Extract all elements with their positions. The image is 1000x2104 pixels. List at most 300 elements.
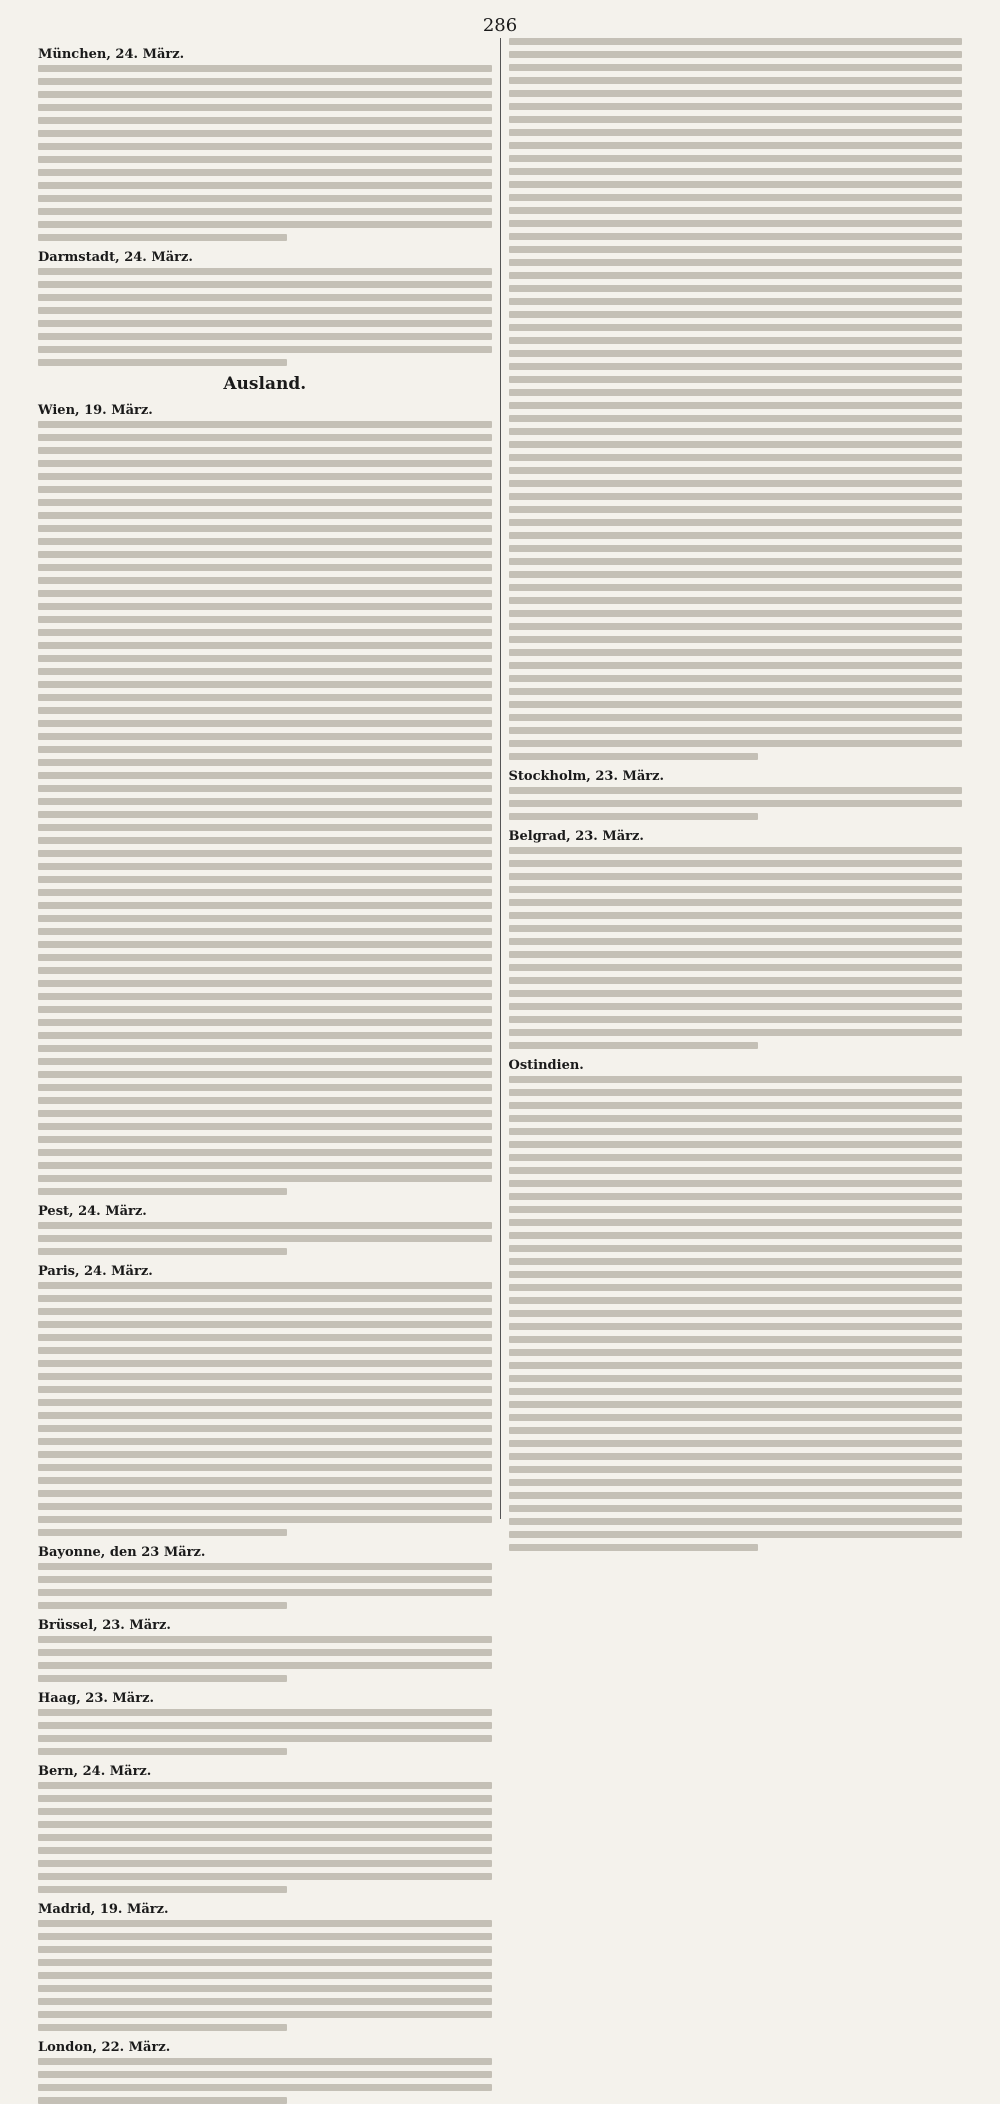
article-text-placeholder	[38, 421, 492, 1195]
article-dateline: Pest, 24. März.	[38, 1204, 147, 1219]
article-text-placeholder	[509, 847, 963, 1049]
text-line	[509, 142, 963, 149]
text-line	[38, 2071, 492, 2078]
text-line	[38, 1985, 492, 1992]
article-dateline: Stockholm, 23. März.	[508, 769, 665, 784]
text-line	[38, 1477, 492, 1484]
text-line	[38, 512, 492, 519]
article	[38, 1691, 492, 1755]
text-line	[509, 545, 963, 552]
text-line	[38, 616, 492, 623]
text-line	[38, 603, 492, 610]
text-line	[509, 636, 963, 643]
text-line	[38, 1998, 492, 2005]
text-line	[38, 1399, 492, 1406]
left-column	[30, 38, 500, 2055]
text-line	[509, 688, 963, 695]
text-line	[38, 156, 492, 163]
article-text-placeholder	[38, 2058, 492, 2104]
text-line	[38, 577, 492, 584]
text-line	[38, 1503, 492, 1510]
article	[38, 1764, 492, 1893]
text-line	[38, 2097, 287, 2104]
text-line	[509, 990, 963, 997]
text-line	[509, 1336, 963, 1343]
text-line	[509, 90, 963, 97]
text-line	[38, 1490, 492, 1497]
text-line	[38, 1438, 492, 1445]
text-line	[509, 220, 963, 227]
text-line	[38, 629, 492, 636]
text-line	[38, 798, 492, 805]
text-line	[509, 233, 963, 240]
text-line	[38, 1821, 492, 1828]
text-line	[509, 1271, 963, 1278]
text-line	[509, 727, 963, 734]
text-line	[38, 234, 287, 241]
text-line	[38, 1748, 287, 1755]
text-line	[38, 486, 492, 493]
text-line	[509, 610, 963, 617]
text-line	[38, 1136, 492, 1143]
article-text-placeholder	[38, 1920, 492, 2031]
text-line	[38, 785, 492, 792]
text-line	[38, 1886, 287, 1893]
text-line	[509, 740, 963, 747]
text-line	[509, 1206, 963, 1213]
text-line	[509, 116, 963, 123]
text-line	[38, 1722, 492, 1729]
text-line	[38, 1972, 492, 1979]
article-text-placeholder	[38, 1709, 492, 1755]
text-line	[509, 168, 963, 175]
text-line	[509, 441, 963, 448]
text-line	[38, 1295, 492, 1302]
article	[509, 769, 963, 820]
text-line	[509, 1466, 963, 1473]
text-line	[38, 1860, 492, 1867]
text-line	[509, 800, 963, 807]
text-line	[509, 1167, 963, 1174]
text-line	[509, 1284, 963, 1291]
text-line	[38, 668, 492, 675]
text-line	[509, 1258, 963, 1265]
text-line	[38, 1097, 492, 1104]
article	[38, 250, 492, 366]
text-line	[38, 941, 492, 948]
text-line	[38, 1662, 492, 1669]
text-line	[509, 415, 963, 422]
text-line	[509, 311, 963, 318]
text-line	[38, 1019, 492, 1026]
text-line	[509, 813, 758, 820]
text-line	[38, 346, 492, 353]
text-line	[509, 1089, 963, 1096]
text-line	[38, 1576, 492, 1583]
text-line	[509, 1232, 963, 1239]
text-line	[38, 195, 492, 202]
text-line	[38, 824, 492, 831]
text-line	[38, 104, 492, 111]
text-line	[38, 876, 492, 883]
text-line	[38, 1959, 492, 1966]
text-line	[38, 759, 492, 766]
text-line	[38, 1529, 287, 1536]
text-line	[509, 649, 963, 656]
article-text-placeholder	[509, 38, 963, 760]
text-line	[509, 337, 963, 344]
text-line	[509, 38, 963, 45]
text-line	[38, 655, 492, 662]
text-line	[38, 1162, 492, 1169]
text-line	[509, 259, 963, 266]
text-line	[509, 350, 963, 357]
text-line	[509, 1453, 963, 1460]
text-line	[38, 1946, 492, 1953]
text-line	[38, 850, 492, 857]
text-line	[509, 1219, 963, 1226]
text-line	[509, 1102, 963, 1109]
text-line	[509, 402, 963, 409]
text-line	[38, 2058, 492, 2065]
text-line	[509, 1349, 963, 1356]
text-line	[38, 915, 492, 922]
text-line	[509, 428, 963, 435]
text-line	[38, 1920, 492, 1927]
text-line	[509, 662, 963, 669]
text-line	[38, 1032, 492, 1039]
text-line	[509, 480, 963, 487]
text-line	[509, 1375, 963, 1382]
article	[38, 1618, 492, 1682]
text-line	[509, 298, 963, 305]
text-line	[38, 130, 492, 137]
text-line	[38, 746, 492, 753]
text-line	[509, 467, 963, 474]
text-line	[38, 902, 492, 909]
text-line	[38, 320, 492, 327]
text-line	[509, 1076, 963, 1083]
text-line	[509, 506, 963, 513]
text-line	[38, 1464, 492, 1471]
text-line	[509, 977, 963, 984]
text-line	[38, 1308, 492, 1315]
text-line	[38, 1649, 492, 1656]
text-line	[509, 1505, 963, 1512]
article-text-placeholder	[509, 787, 963, 820]
right-column	[501, 38, 971, 1519]
text-line	[509, 64, 963, 71]
text-line	[38, 1248, 287, 1255]
text-line	[509, 1310, 963, 1317]
text-line	[509, 1193, 963, 1200]
text-line	[38, 1360, 492, 1367]
article	[38, 1902, 492, 2031]
text-line	[38, 863, 492, 870]
text-line	[509, 623, 963, 630]
section-heading: Ausland.	[223, 374, 307, 394]
text-line	[509, 1414, 963, 1421]
text-line	[509, 873, 963, 880]
text-line	[38, 1123, 492, 1130]
text-line	[38, 473, 492, 480]
text-line	[38, 2084, 492, 2091]
article-text-placeholder	[38, 1636, 492, 1682]
article	[38, 2040, 492, 2104]
text-line	[38, 281, 492, 288]
text-line	[509, 1388, 963, 1395]
text-line	[509, 1323, 963, 1330]
text-line	[38, 208, 492, 215]
article	[38, 403, 492, 1195]
text-line	[509, 129, 963, 136]
text-line	[509, 1492, 963, 1499]
text-line	[38, 707, 492, 714]
text-line	[509, 1128, 963, 1135]
text-line	[38, 980, 492, 987]
text-line	[38, 1735, 492, 1742]
text-line	[38, 2024, 287, 2031]
text-line	[38, 91, 492, 98]
text-line	[509, 584, 963, 591]
text-line	[509, 701, 963, 708]
text-line	[38, 564, 492, 571]
text-line	[38, 65, 492, 72]
text-line	[509, 1362, 963, 1369]
text-line	[38, 1334, 492, 1341]
text-line	[38, 525, 492, 532]
article-dateline: Madrid, 19. März.	[38, 1902, 169, 1917]
text-line	[38, 720, 492, 727]
article-dateline: Bayonne, den 23 März.	[38, 1545, 206, 1560]
text-line	[509, 787, 963, 794]
text-line	[38, 78, 492, 85]
text-line	[38, 447, 492, 454]
text-line	[509, 951, 963, 958]
text-line	[509, 493, 963, 500]
text-line	[509, 597, 963, 604]
text-line	[509, 532, 963, 539]
text-line	[509, 1042, 758, 1049]
article-text-placeholder	[38, 1282, 492, 1536]
text-line	[509, 753, 758, 760]
text-line	[509, 675, 963, 682]
text-line	[38, 642, 492, 649]
article-dateline: Darmstadt, 24. März.	[38, 250, 193, 265]
article-text-placeholder	[509, 1076, 963, 1551]
article-text-placeholder	[38, 1782, 492, 1893]
text-line	[38, 169, 492, 176]
text-line	[38, 1084, 492, 1091]
text-line	[38, 1451, 492, 1458]
text-line	[509, 1245, 963, 1252]
text-line	[509, 1401, 963, 1408]
text-line	[38, 1412, 492, 1419]
text-line	[38, 1847, 492, 1854]
text-line	[38, 499, 492, 506]
text-line	[38, 1006, 492, 1013]
text-line	[38, 538, 492, 545]
text-line	[509, 938, 963, 945]
article	[38, 47, 492, 241]
text-line	[509, 103, 963, 110]
text-line	[509, 1518, 963, 1525]
text-line	[38, 928, 492, 935]
text-line	[38, 1834, 492, 1841]
text-line	[38, 1149, 492, 1156]
text-line	[509, 1479, 963, 1486]
text-line	[509, 847, 963, 854]
text-line	[509, 454, 963, 461]
article-text-placeholder	[38, 268, 492, 366]
text-line	[38, 1709, 492, 1716]
text-line	[509, 886, 963, 893]
text-line	[38, 307, 492, 314]
text-line	[509, 1029, 963, 1036]
text-line	[38, 1516, 492, 1523]
article-dateline: Belgrad, 23. März.	[508, 829, 644, 844]
text-line	[38, 294, 492, 301]
article	[38, 1545, 492, 1609]
article-dateline: London, 22. März.	[38, 2040, 171, 2055]
text-line	[509, 194, 963, 201]
text-line	[509, 1440, 963, 1447]
text-line	[509, 272, 963, 279]
article-dateline: Wien, 19. März.	[38, 403, 153, 418]
text-line	[509, 925, 963, 932]
text-line	[509, 714, 963, 721]
text-line	[38, 460, 492, 467]
text-line	[38, 1321, 492, 1328]
text-line	[38, 1235, 492, 1242]
text-line	[509, 77, 963, 84]
text-line	[38, 359, 287, 366]
text-line	[509, 519, 963, 526]
text-line	[509, 181, 963, 188]
text-line	[509, 389, 963, 396]
text-line	[38, 1873, 492, 1880]
text-line	[509, 1544, 758, 1551]
article	[509, 38, 963, 760]
text-line	[38, 117, 492, 124]
text-line	[38, 1071, 492, 1078]
article-text-placeholder	[38, 1563, 492, 1609]
text-line	[38, 1373, 492, 1380]
text-line	[509, 912, 963, 919]
text-line	[509, 1154, 963, 1161]
text-line	[38, 694, 492, 701]
text-line	[38, 1045, 492, 1052]
text-line	[509, 1141, 963, 1148]
text-line	[38, 954, 492, 961]
text-line	[509, 1297, 963, 1304]
text-line	[38, 590, 492, 597]
article	[509, 1058, 963, 1551]
text-line	[38, 967, 492, 974]
article-dateline: München, 24. März.	[38, 47, 185, 62]
article	[509, 829, 963, 1049]
text-line	[38, 1675, 287, 1682]
text-line	[38, 421, 492, 428]
text-line	[38, 811, 492, 818]
text-line	[38, 2011, 492, 2018]
text-line	[38, 889, 492, 896]
text-line	[38, 1282, 492, 1289]
text-line	[38, 1425, 492, 1432]
text-line	[38, 681, 492, 688]
text-line	[509, 899, 963, 906]
text-line	[509, 376, 963, 383]
text-line	[38, 1188, 287, 1195]
article-dateline: Paris, 24. März.	[38, 1264, 153, 1279]
text-line	[38, 1347, 492, 1354]
article	[38, 1264, 492, 1536]
text-line	[509, 363, 963, 370]
text-line	[509, 571, 963, 578]
text-line	[509, 1016, 963, 1023]
text-line	[509, 246, 963, 253]
text-line	[38, 1602, 287, 1609]
text-line	[38, 993, 492, 1000]
article-dateline: Ostindien.	[508, 1058, 584, 1073]
text-line	[509, 324, 963, 331]
text-line	[38, 1110, 492, 1117]
text-line	[38, 837, 492, 844]
text-line	[38, 1782, 492, 1789]
text-line	[38, 1933, 492, 1940]
text-line	[509, 51, 963, 58]
text-line	[509, 1003, 963, 1010]
columns	[30, 38, 970, 2055]
text-line	[38, 1636, 492, 1643]
text-line	[38, 733, 492, 740]
text-line	[509, 558, 963, 565]
text-line	[38, 434, 492, 441]
text-line	[509, 1115, 963, 1122]
text-line	[509, 207, 963, 214]
text-line	[38, 551, 492, 558]
text-line	[38, 1808, 492, 1815]
text-line	[509, 860, 963, 867]
article-text-placeholder	[38, 1222, 492, 1255]
text-line	[509, 1427, 963, 1434]
text-line	[38, 1589, 492, 1596]
article-dateline: Haag, 23. März.	[38, 1691, 154, 1706]
text-line	[38, 1386, 492, 1393]
text-line	[509, 964, 963, 971]
text-line	[509, 1180, 963, 1187]
text-line	[509, 1531, 963, 1538]
page-number: 286	[482, 15, 518, 36]
text-line	[38, 1563, 492, 1570]
text-line	[509, 285, 963, 292]
text-line	[38, 221, 492, 228]
text-line	[38, 1795, 492, 1802]
article-dateline: Bern, 24. März.	[38, 1764, 152, 1779]
article-text-placeholder	[38, 65, 492, 241]
text-line	[38, 143, 492, 150]
text-line	[509, 155, 963, 162]
text-line	[38, 182, 492, 189]
text-line	[38, 772, 492, 779]
text-line	[38, 1222, 492, 1229]
text-line	[38, 333, 492, 340]
article	[38, 1204, 492, 1255]
text-line	[38, 1058, 492, 1065]
text-line	[38, 1175, 492, 1182]
article-dateline: Brüssel, 23. März.	[38, 1618, 171, 1633]
text-line	[38, 268, 492, 275]
